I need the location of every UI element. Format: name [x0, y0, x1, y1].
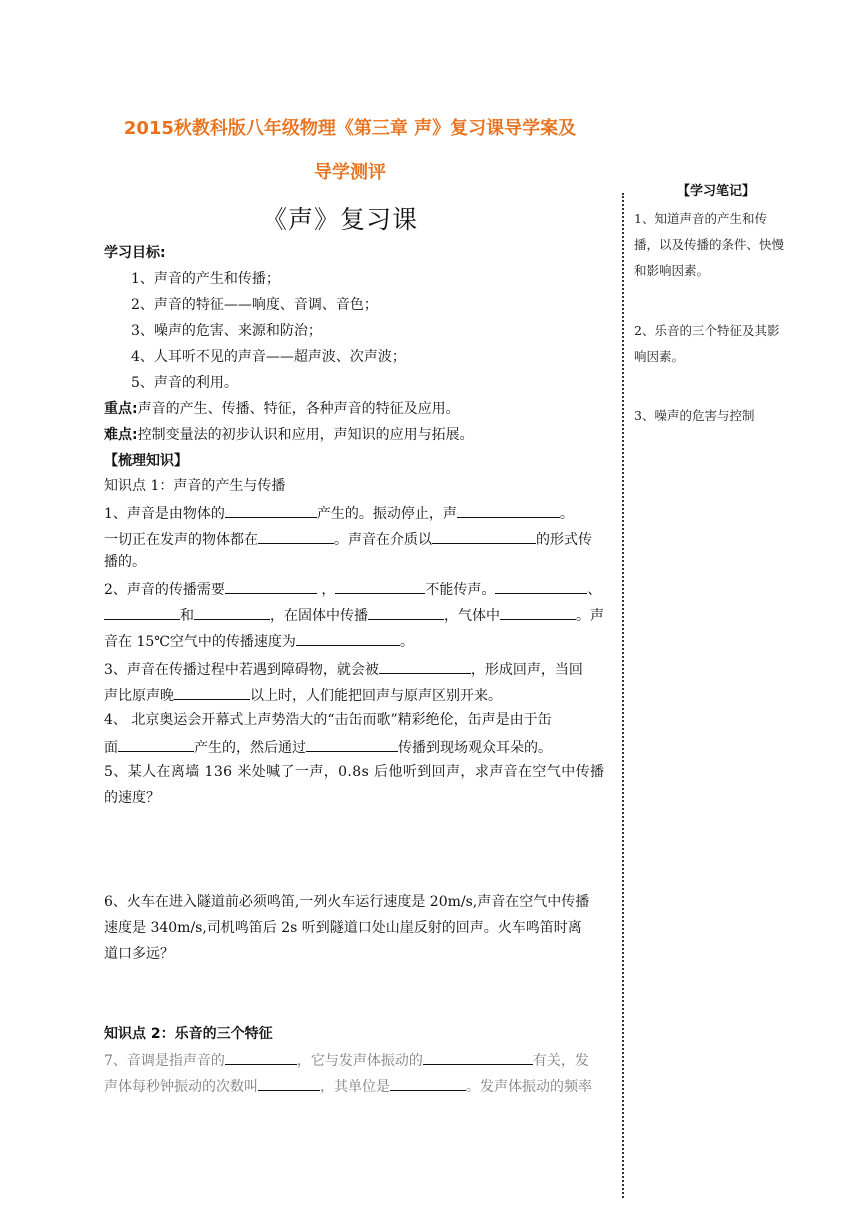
answer-blank[interactable] [495, 578, 587, 594]
q7-text-c: 有关，发 [532, 1053, 589, 1069]
difficult-points-label: 难点: [104, 427, 138, 443]
q7-text-f: 。发声体振动的频率 [466, 1079, 592, 1095]
answer-blank[interactable] [104, 604, 180, 620]
q2-text-h: 。声 [576, 608, 604, 624]
objective-item: 3、噪声的危害、来源和防治； [131, 323, 322, 339]
key-points [104, 399, 460, 419]
answer-blank[interactable] [258, 528, 334, 544]
answer-blank[interactable] [174, 684, 250, 700]
sidebar-note-2: 2、乐音的三个特征及其影响因素。 [634, 323, 780, 364]
answer-blank[interactable] [296, 630, 400, 646]
question-5-line-2: 的速度？ [104, 790, 160, 806]
answer-blank[interactable] [225, 578, 317, 594]
question-3-line-1 [104, 658, 583, 680]
answer-blank[interactable] [225, 1049, 297, 1065]
answer-blank[interactable] [258, 1075, 320, 1091]
difficult-points [104, 425, 474, 445]
answer-blank[interactable] [335, 578, 425, 594]
question-4-line-2 [104, 736, 552, 758]
q2-text-a: 2、声音的传播需要 [104, 582, 225, 598]
q1-text-f: 的形式传 [536, 532, 592, 548]
answer-blank[interactable] [423, 1049, 533, 1065]
answer-blank[interactable] [457, 502, 560, 518]
difficult-points-text: 控制变量法的初步认识和应用，声知识的应用与拓展。 [137, 427, 474, 443]
q3-text-d: 以上时，人们能把回声与原声区别开来。 [250, 688, 502, 704]
q4-text-d: 传播到现场观众耳朵的。 [398, 740, 552, 756]
q3-text-b: ，形成回声，当回 [470, 662, 583, 678]
question-2-line-1 [104, 578, 601, 600]
q2-text-f: ，在固体中传播 [270, 608, 368, 624]
q3-text-a: 3、声音在传播过程中若遇到障碍物，就会被 [104, 662, 379, 678]
q2-text-i: 音在 15℃空气中的传播速度为 [104, 634, 296, 650]
q1-text-d: 一切正在发声的物体都在 [104, 532, 258, 548]
q3-text-c: 声比原声晚 [104, 688, 174, 704]
answer-blank[interactable] [194, 604, 270, 620]
objective-item: 5、声音的利用。 [131, 375, 238, 391]
question-2-line-2 [104, 604, 604, 626]
objectives-heading: 学习目标: [104, 245, 166, 261]
answer-blank[interactable] [432, 528, 536, 544]
answer-blank[interactable] [306, 736, 398, 752]
section-heading: 【梳理知识】 [104, 453, 188, 469]
question-6-line-2: 速度是 340m/s,司机鸣笛后 2s 听到隧道口处山崖反射的回声。火车鸣笛时离 [104, 920, 582, 936]
q4-text-b: 面 [104, 740, 118, 756]
q4-text-c: 产生的，然后通过 [194, 740, 306, 756]
q1-text-c: 。 [559, 506, 574, 522]
answer-blank[interactable] [118, 736, 194, 752]
question-7-line-2 [104, 1075, 592, 1097]
q1-text-a: 1、声音是由物体的 [104, 506, 225, 522]
question-4-line-1: 4、 北京奥运会开幕式上声势浩大的“击缶而歌”精彩绝伦，缶声是由于缶 [104, 712, 552, 728]
question-5-line-1: 5、某人在离墙 136 米处喊了一声，0.8s 后他听到回声，求声音在空气中传播 [104, 764, 605, 780]
lesson-subtitle: 《声》复习课 [261, 205, 418, 234]
key-points-label: 重点: [104, 401, 138, 417]
answer-blank[interactable] [225, 502, 317, 518]
q7-text-e: ，其单位是 [320, 1079, 390, 1095]
sidebar-title: 【学习笔记】 [676, 184, 755, 199]
question-3-line-2 [104, 684, 502, 706]
objective-item: 2、声音的特征——响度、音调、音色； [131, 297, 378, 313]
q2-text-g: ，气体中 [444, 608, 500, 624]
answer-blank[interactable] [379, 658, 471, 674]
question-7-line-1 [104, 1049, 589, 1071]
question-6-line-3: 道口多远？ [104, 946, 174, 962]
q1-text-e: 。声音在介质以 [334, 532, 432, 548]
q2-text-j: 。 [399, 634, 414, 650]
knowledge-point-1-title: 知识点 1：声音的产生与传播 [104, 478, 286, 494]
objective-item: 4、人耳听不见的声音——超声波、次声波； [131, 349, 406, 365]
answer-blank[interactable] [500, 604, 576, 620]
document-title-line1: 2015秋教科版八年级物理《第三章 声》复习课导学案及 [123, 118, 577, 139]
q2-text-b: ， [321, 582, 336, 598]
knowledge-point-2-title: 知识点 2：乐音的三个特征 [104, 1026, 273, 1042]
objective-item: 1、声音的产生和传播； [131, 271, 280, 287]
question-1-line-3: 播的。 [104, 554, 146, 570]
answer-blank[interactable] [368, 604, 444, 620]
sidebar-note-3: 3、噪声的危害与控制 [634, 408, 755, 423]
q1-text-b: 产生的。振动停止，声 [316, 506, 457, 522]
answer-blank[interactable] [390, 1075, 466, 1091]
q2-text-e: 和 [180, 608, 194, 624]
q7-text-b: ，它与发声体振动的 [296, 1053, 423, 1069]
key-points-text: 声音的产生、传播、特征，各种声音的特征及应用。 [137, 401, 460, 417]
q7-text-a: 7、音调是指声音的 [104, 1053, 225, 1069]
q7-text-d: 声体每秒钟振动的次数叫 [104, 1079, 258, 1095]
q2-text-d: 、 [587, 582, 602, 598]
question-1-line-1 [104, 502, 574, 524]
question-2-line-3 [104, 630, 414, 652]
question-1-line-2 [104, 528, 592, 550]
q2-text-c: 不能传声。 [425, 582, 496, 598]
document-title-line2: 导学测评 [314, 162, 386, 183]
sidebar-note-1: 1、知道声音的产生和传播，以及传播的条件、快慢和影响因素。 [634, 211, 785, 278]
question-6-line-1: 6、火车在进入隧道前必须鸣笛,一列火车运行速度是 20m/s,声音在空气中传播 [104, 894, 590, 910]
sidebar-divider [622, 193, 624, 1198]
